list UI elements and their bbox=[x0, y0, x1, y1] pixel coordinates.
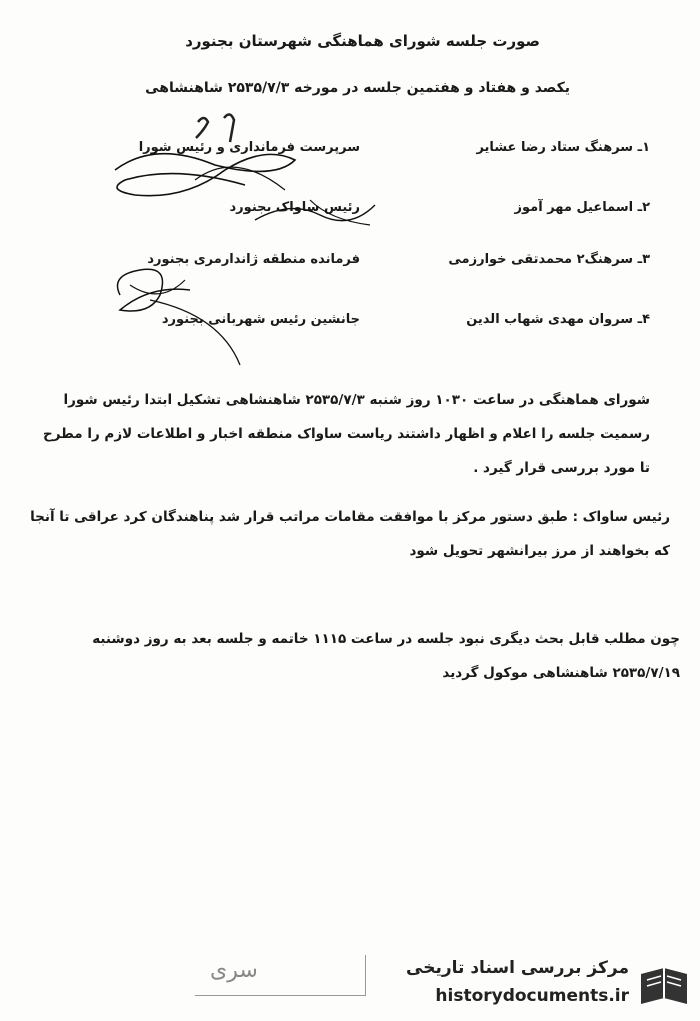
member-2-name: ۲ـ اسماعیل مهر آموز bbox=[514, 200, 650, 215]
book-logo-icon bbox=[637, 964, 691, 1010]
paragraph-closing: چون مطلب قابل بحث دیگری نبود جلسه در ساعت ۱۱۱۵ خاتمه و جلسه بعد به روز دوشنبه ۲۵۳۵/۷/۱۹ شاهنشاهی موکول گردید bbox=[92, 631, 680, 681]
watermark-url: historydocuments.ir bbox=[435, 986, 629, 1006]
member-1-role: سرپرست فرمانداری و رئیس شورا bbox=[138, 140, 360, 155]
document-title: صورت جلسه شورای هماهنگی شهرستان بجنورد bbox=[185, 32, 540, 50]
member-4-role: جانشین رئیس شهربانی بجنورد bbox=[161, 312, 360, 327]
member-2-role: رئیس ساواک بجنورد bbox=[229, 200, 360, 215]
member-3-role: فرمانده منطقه ژاندارمری بجنورد bbox=[147, 252, 360, 267]
member-4-name: ۴ـ سروان مهدی شهاب الدین bbox=[466, 312, 650, 327]
classification-stamp: سری bbox=[210, 958, 258, 983]
watermark-footer bbox=[405, 958, 695, 1018]
paragraph-opening: شورای هماهنگی در ساعت ۱۰۳۰ روز شنبه ۲۵۳۵/۷/۳ شاهنشاهی تشکیل ابتدا رئیس شورا رسمیت جلسه را اعلام و اظهار داشتند ریاست ساواک منطقه اخبار و اطلاعات لازم را مطرح تا مورد بررسی قرار گیرد . bbox=[43, 392, 650, 476]
member-3-name: ۳ـ سرهنگ۲ محمدتقی خوارزمی bbox=[448, 252, 650, 267]
member-1-name: ۱ـ سرهنگ ستاد رضا عشایر bbox=[476, 140, 650, 155]
watermark-brand: مرکز بررسی اسناد تاریخی bbox=[406, 958, 629, 978]
paragraph-savak-report: رئیس ساواک : طبق دستور مرکز با موافقت مقامات مراتب قرار شد پناهندگان کرد عراقی تا آنجا که بخواهند از مرز بیرانشهر تحویل شود bbox=[30, 509, 670, 559]
document-subtitle: یکصد و هفتاد و هفتمین جلسه در مورخه ۲۵۳۵/۷/۳ شاهنشاهی bbox=[145, 80, 570, 96]
